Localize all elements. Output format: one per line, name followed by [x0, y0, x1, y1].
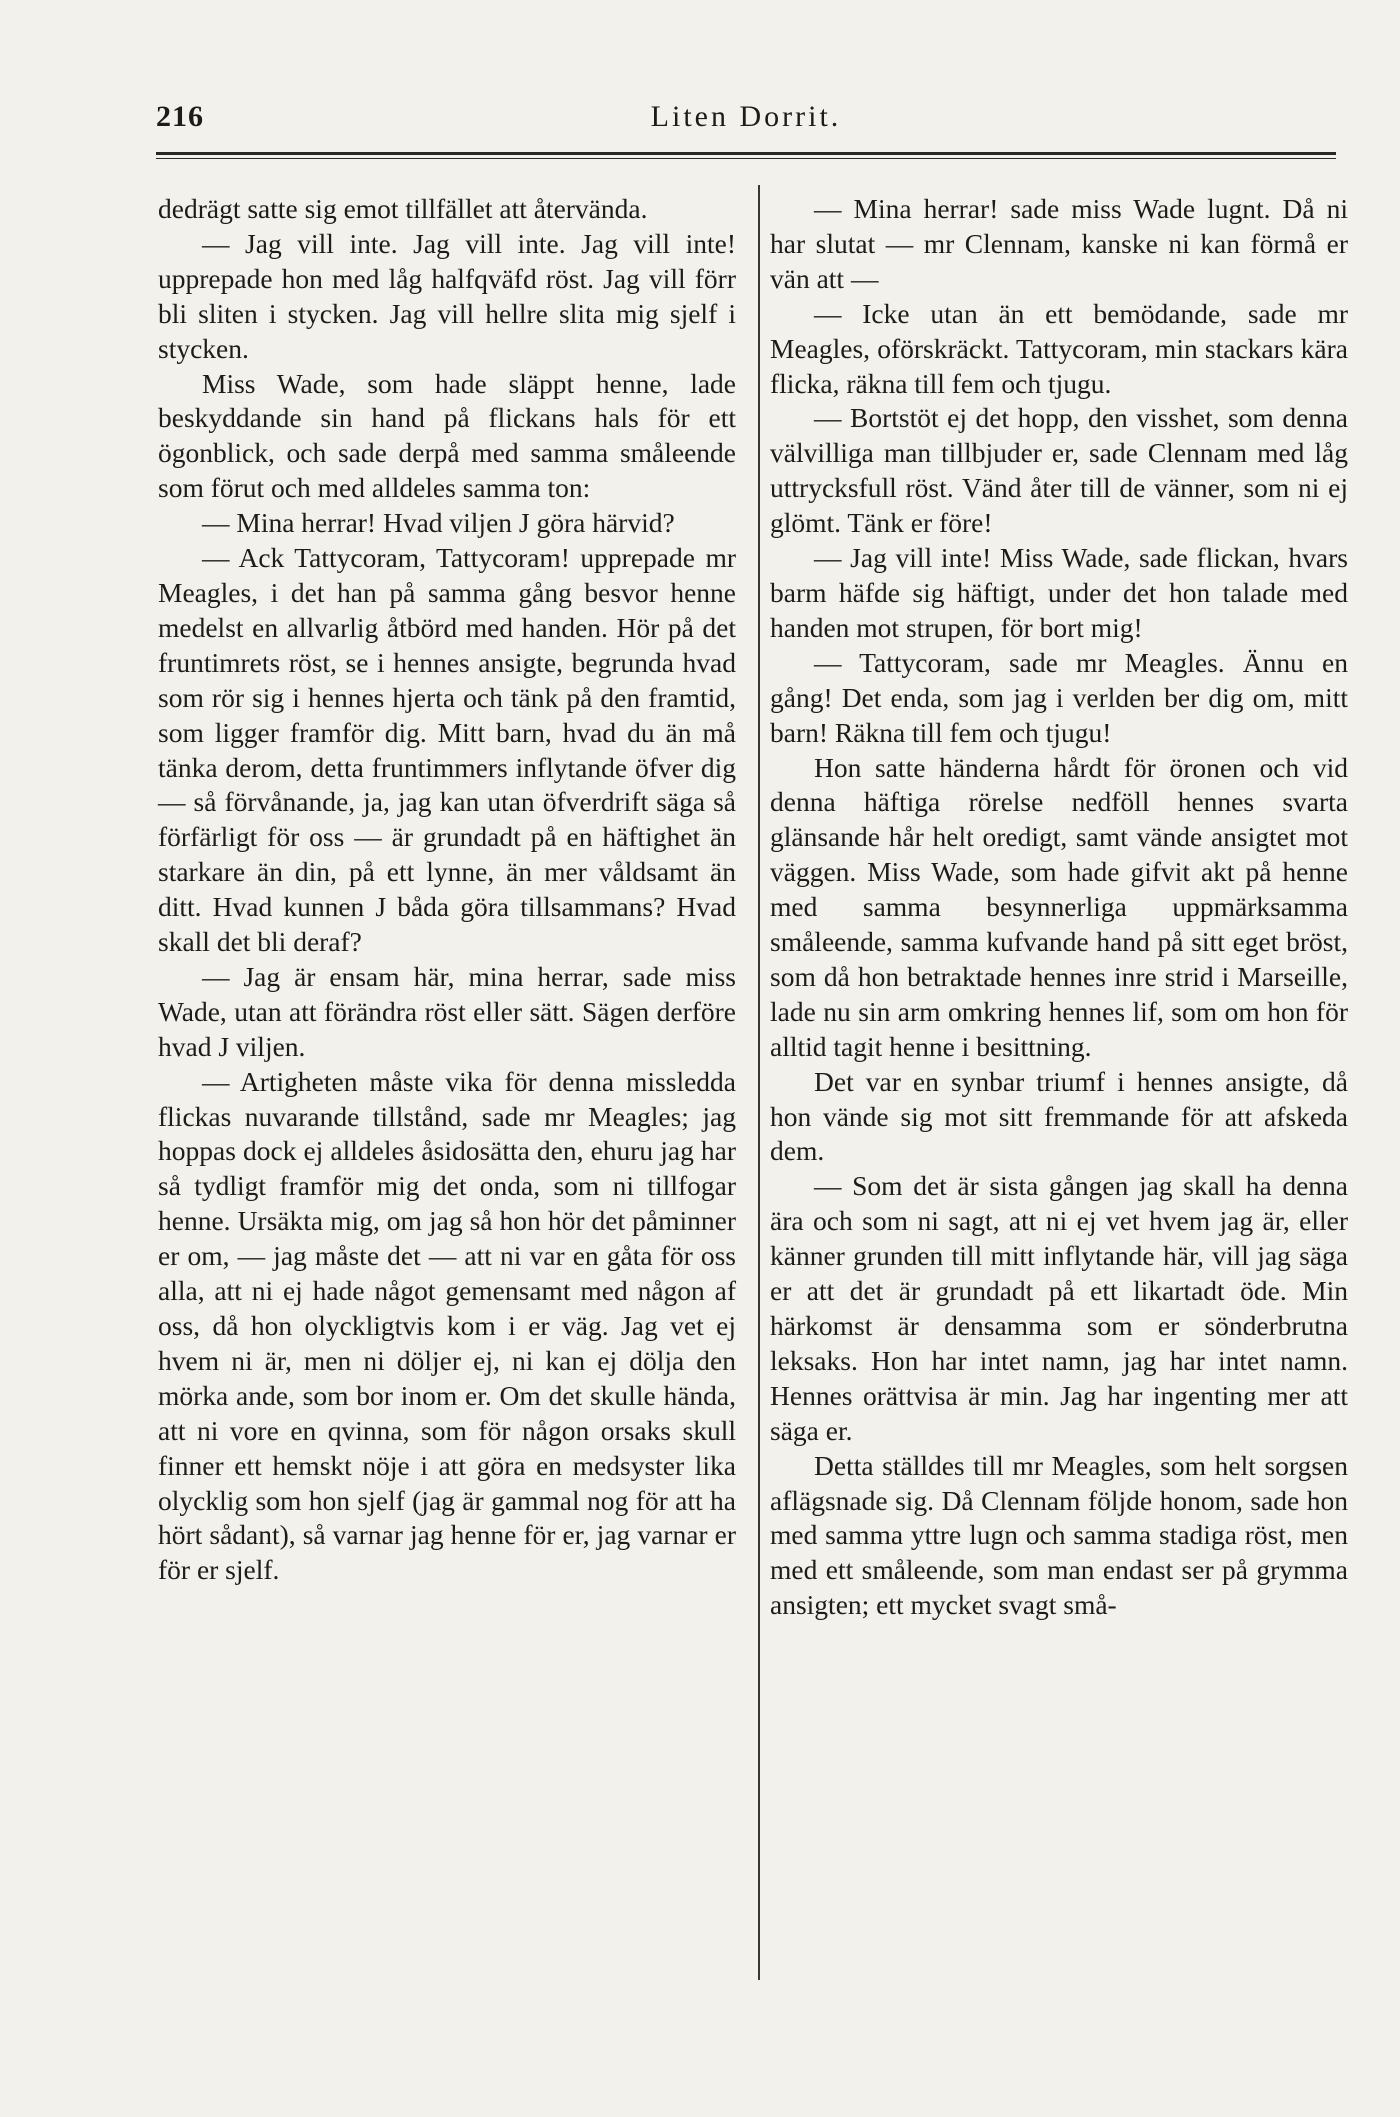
paragraph: Detta ställdes till mr Meagles, som helt sorgsen aflägsnade sig. Då Clennam följde honom, sade hon med samma yttre lugn och samma stadiga röst, men med ett småleende, som man endast ser på grymma ansigten; ett mycket svagt små-	[770, 1449, 1348, 1621]
paragraph: — Tattycoram, sade mr Meagles. Ännu en gång! Det enda, som jag i verlden ber dig om, mitt barn! Räkna till fem och tjugu!	[770, 646, 1348, 748]
page-header	[156, 100, 1336, 140]
running-title: Liten Dorrit.	[650, 100, 842, 133]
paragraph: — Jag vill inte. Jag vill inte. Jag vill inte! upprepade hon med låg halfqväfd röst. Jag vill förr bli sliten i stycken. Jag vill hellre slita mig sjelf i stycken.	[158, 227, 736, 364]
paragraph: — Bortstöt ej det hopp, den visshet, som denna välvilliga man tillbjuder er, sade Clennam med låg uttrycksfull röst. Vänd åter till de vänner, som ni ej glömt. Tänk er före!	[770, 402, 1348, 539]
right-column	[770, 192, 1348, 1623]
paragraph: Det var en synbar triumf i hennes ansigte, då hon vände sig mot sitt fremmande för att afskeda dem.	[770, 1065, 1348, 1167]
column-divider	[758, 185, 760, 1980]
paragraph: Miss Wade, som hade släppt henne, lade beskyddande sin hand på flickans hals för ett ögonblick, och sade derpå med samma småleende som förut och med alldeles samma ton:	[158, 367, 736, 504]
paragraph: — Jag vill inte! Miss Wade, sade flickan, hvars barm häfde sig häftigt, under det hon talade med handen mot strupen, för bort mig!	[770, 542, 1348, 643]
paragraph: — Som det är sista gången jag skall ha denna ära och som ni sagt, att ni ej vet hvem jag är, eller känner grunden till mitt inflytande här, vill jag säga er att det är grundadt på ett likartadt öde. Min härkomst är densamma som er sönderbrutna leksaks. Hon har intet namn, jag har intet namn. Hennes orättvisa är min. Jag har ingenting mer att säga er.	[770, 1170, 1348, 1446]
paragraph: dedrägt satte sig emot tillfället att återvända.	[158, 193, 648, 224]
paragraph: — Jag är ensam här, mina herrar, sade miss Wade, utan att förändra röst eller sätt. Sägen derföre hvad J viljen.	[158, 960, 736, 1062]
page-number: 216	[156, 100, 204, 133]
paragraph: — Ack Tattycoram, Tattycoram! upprepade mr Meagles, i det han på samma gång besvor henne medelst en allvarlig åtbörd med handen. Hör på det fruntimrets röst, se i hennes ansigte, begrunda hvad som rör sig i hennes hjerta och tänk på den framtid, som ligger framför dig. Mitt barn, hvad du än må tänka derom, detta fruntimmers inflytande öfver dig — så förvånande, ja, jag kan utan öfverdrift säga så förfärligt för oss — är grundadt på en häftighet än starkare än din, på ett lynne, än mer våldsamt än ditt. Hvad kunnen J båda göra tillsammans? Hvad skall det bli deraf?	[158, 542, 736, 958]
paragraph: — Artigheten måste vika för denna missledda flickas nuvarande tillstånd, sade mr Meagles; jag hoppas dock ej alldeles åsidosätta den, ehuru jag har så tydligt framför mig det onda, som ni tillfogar henne. Ursäkta mig, om jag så hon hör det påminner er om, — jag måste det — att ni var en gåta för oss alla, att ni ej hade något gemensamt med någon af oss, då hon olyckligtvis kom i er väg. Jag vet ej hvem ni är, men ni döljer ej, ni kan ej dölja den mörka ande, som bor inom er. Om det skulle hända, att ni vore en qvinna, som för någon orsaks skull finner ett hemskt nöje i att göra en medsyster lika olycklig som hon sjelf (jag är gammal nog för att ha hört sådant), så varnar jag henne för er, jag varnar er för er sjelf.	[158, 1065, 736, 1586]
paragraph: Hon satte händerna hårdt för öronen och vid denna häftiga rörelse nedföll hennes svarta glänsande hår helt oredigt, samt vände ansigtet mot väggen. Miss Wade, som hade gifvit akt på henne med samma besynnerliga uppmärksamma småleende, samma kufvande hand på sitt eget bröst, som då hon betraktade hennes inre strid i Marseille, lade nu sin arm omkring hennes lif, som om hon för alltid tagit henne i besittning.	[770, 751, 1348, 1062]
paragraph: — Mina herrar! Hvad viljen J göra härvid?	[202, 507, 675, 539]
header-rule-thin	[156, 158, 1336, 159]
header-rule	[156, 152, 1336, 155]
left-column	[158, 192, 736, 1588]
paragraph: — Mina herrar! sade miss Wade lugnt. Då ni har slutat — mr Clennam, kanske ni kan förmå er vän att —	[770, 193, 1348, 294]
paragraph: — Icke utan än ett bemödande, sade mr Meagles, oförskräckt. Tattycoram, min stackars kära flicka, räkna till fem och tjugu.	[770, 297, 1348, 399]
